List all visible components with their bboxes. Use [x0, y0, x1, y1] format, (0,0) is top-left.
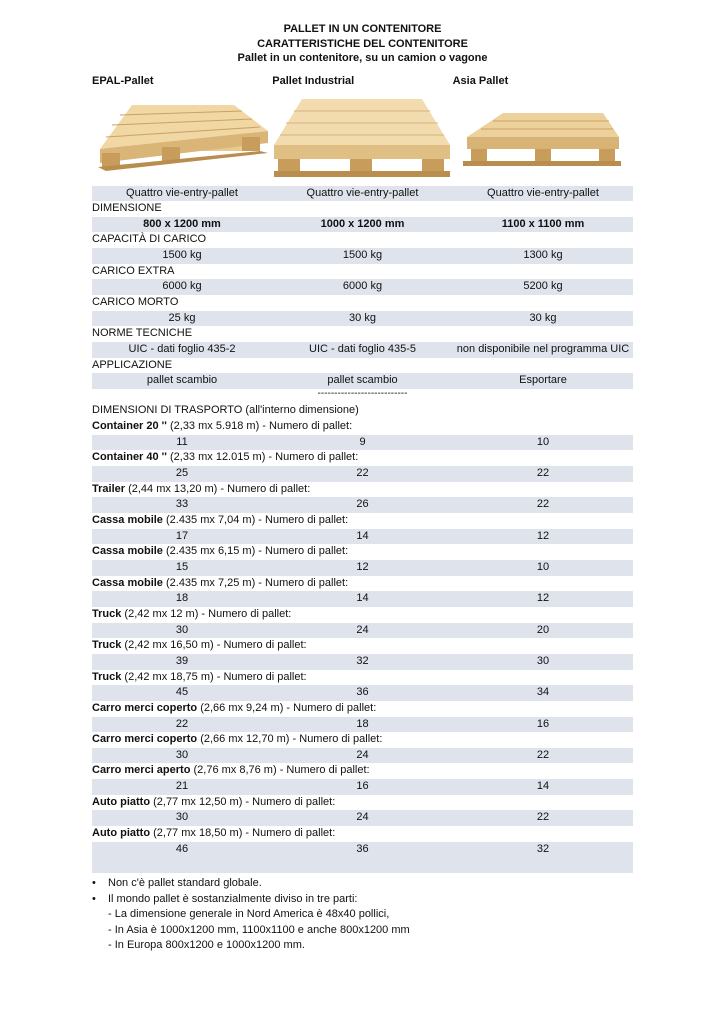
transport-header-row — [92, 450, 633, 466]
transport-table — [92, 419, 633, 873]
transport-dims: (2,33 mx 5.918 m) - Numero di pallet: — [166, 420, 353, 433]
norm-label: NORME TECNICHE — [92, 327, 193, 340]
sub-item: - In Asia è 1000x1200 mm, 1100x1100 e anche 800x1200 mm — [108, 923, 410, 936]
transport-title: DIMENSIONI DI TRASPORTO (all'interno dimensione) — [92, 404, 359, 417]
count-asia: 22 — [453, 810, 633, 826]
transport-name: Cassa mobile — [92, 545, 163, 558]
transport-label — [92, 419, 633, 435]
transport-label — [92, 482, 633, 498]
norm-industrial: UIC - dati foglio 435-5 — [272, 342, 453, 358]
count-industrial: 26 — [272, 497, 453, 513]
count-epal: 17 — [92, 529, 272, 545]
count-industrial: 16 — [272, 779, 453, 795]
list-item — [92, 892, 633, 908]
entry-asia: Quattro vie-entry-pallet — [453, 186, 633, 202]
norm-asia: non disponibile nel programma UIC — [453, 342, 633, 358]
transport-dims: (2,42 mx 12 m) - Numero di pallet: — [121, 607, 292, 620]
table-row-empty — [92, 857, 633, 873]
table-row — [92, 560, 633, 576]
transport-dims: (2.435 mx 7,25 m) - Numero di pallet: — [162, 576, 349, 589]
count-epal: 30 — [92, 810, 272, 826]
sub-item: - In Europa 800x1200 e 1000x1200 mm. — [108, 939, 305, 952]
table-row — [92, 591, 633, 607]
pallet-header-asia: Asia Pallet — [452, 74, 509, 87]
transport-header-row — [92, 763, 633, 779]
dim-epal: 800 x 1200 mm — [92, 217, 272, 233]
transport-name: Trailer — [92, 482, 126, 495]
entry-industrial: Quattro vie-entry-pallet — [272, 186, 453, 202]
transport-label — [92, 607, 633, 623]
count-asia: 10 — [453, 560, 633, 576]
table-row — [92, 717, 633, 733]
epal-pallet-image — [92, 91, 272, 186]
dead-label: CARICO MORTO — [92, 296, 179, 309]
transport-label — [92, 450, 633, 466]
count-asia: 22 — [453, 748, 633, 764]
title-block — [92, 22, 633, 66]
table-row — [92, 748, 633, 764]
extra-label: CARICO EXTRA — [92, 264, 175, 277]
transport-dims: (2,66 mx 12,70 m) - Numero di pallet: — [197, 733, 383, 746]
dim-asia: 1100 x 1100 mm — [453, 217, 633, 233]
separator-line: --------------------------- — [317, 388, 408, 400]
bullet-icon: • — [92, 892, 96, 905]
pallet-header-industrial: Pallet Industrial — [272, 74, 355, 87]
pallet-headers — [92, 75, 633, 89]
title-sub2: Pallet in un contenitore, su un camion o vagone — [237, 52, 488, 64]
pallet-images — [92, 91, 633, 186]
count-epal: 18 — [92, 591, 272, 607]
count-industrial: 22 — [272, 466, 453, 482]
transport-dims: (2,66 mx 9,24 m) - Numero di pallet: — [197, 701, 377, 714]
app-epal: pallet scambio — [92, 373, 272, 389]
transport-header-row — [92, 638, 633, 654]
title-main: PALLET IN UN CONTENITORE — [283, 23, 442, 35]
count-epal: 21 — [92, 779, 272, 795]
transport-name: Container 20 '' — [92, 420, 167, 433]
count-asia: 10 — [453, 435, 633, 451]
count-industrial: 24 — [272, 623, 453, 639]
transport-header-row — [92, 576, 633, 592]
transport-name: Carro merci coperto — [92, 733, 198, 746]
table-row — [92, 779, 633, 795]
bullet-icon: • — [92, 877, 96, 890]
count-industrial: 36 — [272, 685, 453, 701]
table-row — [92, 842, 633, 858]
table-row — [92, 311, 633, 327]
count-asia: 30 — [453, 654, 633, 670]
count-industrial: 18 — [272, 717, 453, 733]
sub-item: - La dimensione generale in Nord America è 48x40 pollici, — [108, 908, 390, 921]
transport-dims: (2.435 mx 6,15 m) - Numero di pallet: — [162, 545, 349, 558]
table-row — [92, 654, 633, 670]
specs-table — [92, 186, 633, 390]
count-epal: 39 — [92, 654, 272, 670]
extra-epal: 6000 kg — [92, 279, 272, 295]
transport-dims: (2,77 mx 18,50 m) - Numero di pallet: — [150, 827, 336, 840]
pallet-header-epal: EPAL-Pallet — [92, 74, 154, 87]
transport-header-row — [92, 826, 633, 842]
transport-dims: (2,42 mx 16,50 m) - Numero di pallet: — [121, 639, 307, 652]
notes-list — [92, 876, 633, 954]
entry-epal: Quattro vie-entry-pallet — [92, 186, 272, 202]
table-row — [92, 810, 633, 826]
count-asia: 12 — [453, 529, 633, 545]
table-row — [92, 685, 633, 701]
transport-header-row — [92, 513, 633, 529]
transport-label — [92, 732, 633, 748]
table-row — [92, 279, 633, 295]
count-asia: 22 — [453, 497, 633, 513]
count-epal: 30 — [92, 623, 272, 639]
cap-asia: 1300 kg — [453, 248, 633, 264]
count-industrial: 24 — [272, 810, 453, 826]
transport-name: Auto piatto — [92, 795, 151, 808]
count-industrial: 9 — [272, 435, 453, 451]
transport-dims: (2,33 mx 12.015 m) - Numero di pallet: — [166, 451, 359, 464]
count-epal: 22 — [92, 717, 272, 733]
document-page — [92, 0, 633, 954]
list-item — [92, 876, 633, 892]
transport-label — [92, 763, 633, 779]
count-asia: 16 — [453, 717, 633, 733]
table-row — [92, 466, 633, 482]
cap-epal: 1500 kg — [92, 248, 272, 264]
transport-label — [92, 795, 633, 811]
transport-header-row — [92, 482, 633, 498]
table-row — [92, 342, 633, 358]
transport-header-row — [92, 732, 633, 748]
count-industrial: 32 — [272, 654, 453, 670]
app-label: APPLICAZIONE — [92, 358, 173, 371]
count-epal: 11 — [92, 435, 272, 451]
transport-header-row — [92, 701, 633, 717]
transport-header-row — [92, 544, 633, 560]
norm-epal: UIC - dati foglio 435-2 — [92, 342, 272, 358]
transport-name: Truck — [92, 607, 122, 620]
table-row — [92, 623, 633, 639]
app-asia: Esportare — [453, 373, 633, 389]
count-industrial: 24 — [272, 748, 453, 764]
transport-name: Truck — [92, 639, 122, 652]
extra-industrial: 6000 kg — [272, 279, 453, 295]
dead-asia: 30 kg — [453, 311, 633, 327]
count-asia: 34 — [453, 685, 633, 701]
extra-asia: 5200 kg — [453, 279, 633, 295]
count-asia: 14 — [453, 779, 633, 795]
transport-header-row — [92, 670, 633, 686]
dead-epal: 25 kg — [92, 311, 272, 327]
asia-pallet-image — [453, 91, 633, 186]
dead-industrial: 30 kg — [272, 311, 453, 327]
count-epal: 15 — [92, 560, 272, 576]
table-row — [92, 497, 633, 513]
count-epal: 45 — [92, 685, 272, 701]
count-epal: 25 — [92, 466, 272, 482]
transport-label — [92, 576, 633, 592]
dim-industrial: 1000 x 1200 mm — [272, 217, 453, 233]
transport-dims: (2,44 mx 13,20 m) - Numero di pallet: — [125, 482, 311, 495]
transport-header-row — [92, 419, 633, 435]
table-row — [92, 217, 633, 233]
count-industrial: 12 — [272, 560, 453, 576]
transport-dims: (2.435 mx 7,04 m) - Numero di pallet: — [162, 513, 349, 526]
transport-name: Cassa mobile — [92, 513, 163, 526]
count-industrial: 36 — [272, 842, 453, 858]
transport-dims: (2,42 mx 18,75 m) - Numero di pallet: — [121, 670, 307, 683]
transport-name: Container 40 '' — [92, 451, 167, 464]
count-industrial: 14 — [272, 529, 453, 545]
table-row — [92, 529, 633, 545]
table-row — [92, 186, 633, 202]
note-text: Non c'è pallet standard globale. — [108, 877, 262, 890]
title-sub: CARATTERISTICHE DEL CONTENITORE — [257, 37, 468, 50]
count-asia: 12 — [453, 591, 633, 607]
count-epal: 46 — [92, 842, 272, 858]
transport-dims: (2,77 mx 12,50 m) - Numero di pallet: — [150, 795, 336, 808]
count-epal: 30 — [92, 748, 272, 764]
cap-industrial: 1500 kg — [272, 248, 453, 264]
note-text: Il mondo pallet è sostanzialmente diviso in tre parti: — [108, 892, 358, 905]
transport-label — [92, 826, 633, 842]
table-row — [92, 373, 633, 389]
transport-label — [92, 544, 633, 560]
cap-label: CAPACITÀ DI CARICO — [92, 233, 207, 246]
count-asia: 32 — [453, 842, 633, 858]
transport-name: Carro merci coperto — [92, 701, 198, 714]
transport-dims: (2,76 mx 8,76 m) - Numero di pallet: — [190, 764, 370, 777]
industrial-pallet-image — [272, 91, 452, 186]
transport-label — [92, 670, 633, 686]
transport-name: Carro merci aperto — [92, 764, 191, 777]
count-asia: 22 — [453, 466, 633, 482]
dim-label: DIMENSIONE — [92, 202, 162, 215]
count-epal: 33 — [92, 497, 272, 513]
count-industrial: 14 — [272, 591, 453, 607]
transport-name: Auto piatto — [92, 827, 151, 840]
app-industrial: pallet scambio — [272, 373, 453, 389]
table-row — [92, 248, 633, 264]
transport-label — [92, 638, 633, 654]
transport-header-row — [92, 795, 633, 811]
transport-label — [92, 701, 633, 717]
table-row — [92, 435, 633, 451]
transport-label — [92, 513, 633, 529]
transport-header-row — [92, 607, 633, 623]
count-asia: 20 — [453, 623, 633, 639]
transport-name: Cassa mobile — [92, 576, 163, 589]
transport-name: Truck — [92, 670, 122, 683]
